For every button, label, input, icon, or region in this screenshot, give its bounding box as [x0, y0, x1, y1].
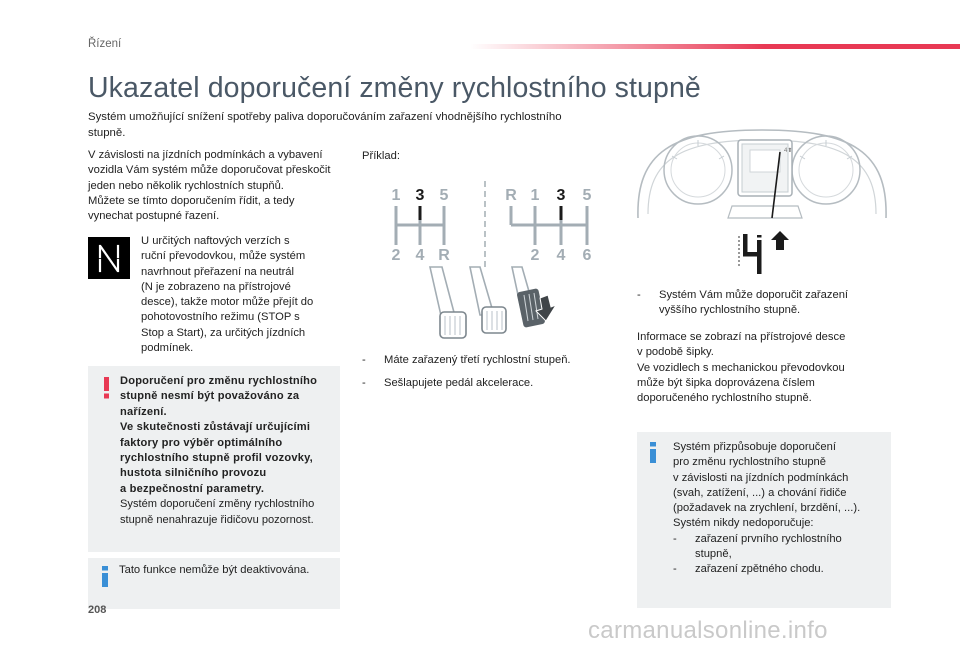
header-accent-bar [470, 44, 960, 49]
text-line: V závislosti na jízdních podmínkách a vybavení [88, 149, 323, 161]
text-line: (požadavek na zrychlení, brzdění, ...). [673, 502, 861, 515]
text-line: faktory pro výběr optimálního [120, 436, 283, 449]
text-line: vozidla Vám systém může doporučovat přeskočit [88, 164, 331, 177]
text-line: rychlostního stupně profil vozovky, [120, 452, 313, 465]
gear-label: 4 [556, 247, 566, 264]
bullet-dash: - [362, 377, 366, 389]
text-line: v závislosti na jízdních podmínkách [673, 471, 849, 484]
column1-text [88, 148, 343, 224]
text-line: může být šipka doprovázena číslem [637, 376, 815, 389]
bullet-dash: - [362, 354, 366, 366]
gear-label: 6 [582, 247, 592, 264]
text-line: Stop a Start), za určitých jízdních [141, 326, 306, 339]
text-line: ruční převodovkou, může systém [141, 250, 306, 263]
gear-label: 4 [415, 247, 425, 264]
page-number: 208 [88, 604, 107, 616]
text-line: vynechat postupné řazení. [88, 210, 220, 223]
text-line: Systém Vám může doporučit zařazení [659, 289, 849, 301]
svg-text:4⬆: 4⬆ [784, 148, 793, 154]
bullet-text: Sešlapujete pedál akcelerace. [384, 377, 534, 389]
exclamation-icon [101, 377, 113, 399]
neutral-note [141, 234, 341, 356]
text-line: Ve skutečnosti zůstávají určujícími [120, 421, 311, 434]
gear-label: 5 [439, 187, 449, 204]
shift-indicator-icon [735, 222, 805, 282]
text-line: Můžete se tímto doporučením řídit, a tedy [88, 194, 295, 207]
text-line: pohotovostního režimu (STOP s [141, 311, 300, 324]
text-line: desce), takže motor může přejít do [141, 296, 314, 309]
text-line: Systém přizpůsobuje doporučení [673, 441, 836, 453]
list-item [673, 532, 885, 563]
text-line: v podobě šipky. [637, 346, 714, 359]
list-item [673, 562, 885, 577]
text-line: navrhnout přeřazení na neutrál [141, 265, 294, 278]
bullet-dash: - [673, 563, 677, 576]
text-line: hustota silničního provozu [120, 467, 267, 480]
bullet-text: Máte zařazený třetí rychlostní stupeň. [384, 354, 571, 366]
info-icon [100, 566, 110, 587]
text-line: stupně, [695, 548, 732, 561]
example-label: Příklad: [362, 150, 400, 162]
text-line: Ve vozidlech s mechanickou převodovkou [637, 361, 845, 374]
gear-label: 1 [530, 187, 540, 204]
text-line: nařízení. [120, 405, 167, 418]
gear-label: 2 [391, 247, 401, 264]
text-line: (svah, zatížení, ...) a chování řidiče [673, 486, 847, 499]
page-title: Ukazatel doporučení změny rychlostního stupně [88, 72, 701, 104]
info-icon [648, 442, 658, 463]
text-line: stupně nesmí být považováno za [120, 390, 300, 403]
text-line: podmínek. [141, 342, 194, 355]
section-label: Řízení [88, 38, 122, 50]
text-line: jeden nebo několik rychlostních stupňů. [88, 179, 284, 192]
bullet-dash: - [637, 289, 641, 301]
text-line: doporučeného rychlostního stupně. [637, 392, 812, 405]
text-line: a bezpečnostní parametry. [120, 482, 265, 495]
text-line: vyššího rychlostního stupně. [659, 304, 801, 317]
gear-label: R [438, 247, 450, 264]
intro-text: Systém umožňující snížení spotřeby paliva doporučováním zařazení vhodnějšího rychlostního stupně. [88, 111, 562, 139]
gearbox-pedals-illustration [380, 175, 610, 340]
text-line: Systém doporučení změny rychlostního [120, 498, 315, 511]
warning-text [120, 374, 336, 528]
text-line: zařazení prvního rychlostního [695, 532, 842, 545]
bullet-dash: - [673, 532, 677, 545]
info-text-adaptation [673, 440, 885, 578]
gear-label-selected: 3 [415, 187, 425, 204]
info-text-deactivation: Tato funkce nemůže být deaktivována. [119, 564, 310, 576]
text-line: Informace se zobrazí na přístrojové desce [637, 331, 846, 343]
gear-label: 2 [530, 247, 540, 264]
text-line: Doporučení pro změnu rychlostního [120, 375, 318, 387]
n-icon [88, 237, 130, 279]
text-line: Systém nikdy nedoporučuje: [673, 517, 814, 530]
text-line: stupně nenahrazuje řidičovu pozornost. [120, 513, 314, 526]
text-line: pro změnu rychlostního stupně [673, 456, 826, 469]
gear-label: 5 [582, 187, 592, 204]
gear-label: 1 [391, 187, 401, 204]
text-line: zařazení zpětného chodu. [695, 563, 824, 576]
watermark-text: carmanualsonline.info [588, 617, 828, 644]
gear-label: R [505, 187, 517, 204]
right-info-text [637, 330, 887, 406]
text-line: U určitých naftových verzích s [141, 235, 290, 247]
instrument-panel-illustration [632, 122, 892, 228]
text-line: (N je zobrazeno na přístrojové [141, 280, 291, 293]
gear-label-selected: 3 [556, 187, 566, 204]
